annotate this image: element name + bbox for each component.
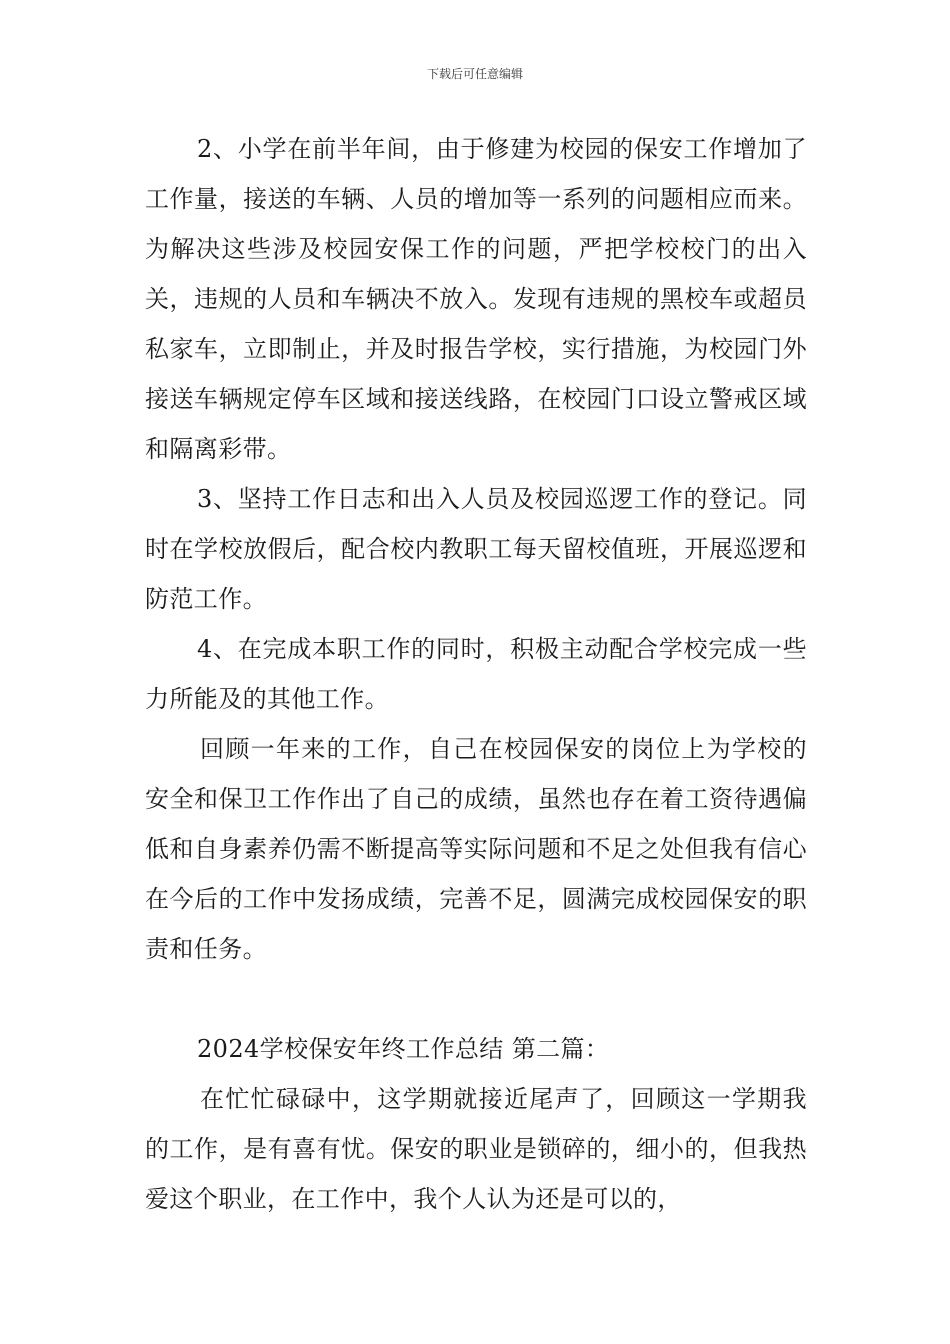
paragraph-item-4: 4、在完成本职工作的同时，积极主动配合学校完成一些力所能及的其他工作。 <box>145 635 807 713</box>
paragraph-review: 回顾一年来的工作，自己在校园保安的岗位上为学校的安全和保卫工作作出了自己的成绩，虽然也存在着工资待遇偏低和自身素养仍需不断提高等实际问题和不足之处但我有信心在今后的工作中发扬成绩，完善不足，圆满完成校园保安的职责和任务。 <box>145 735 807 963</box>
paragraph-item-3: 3、坚持工作日志和出入人员及校园巡逻工作的登记。同时在学校放假后，配合校内教职工每天留校值班，开展巡逻和防范工作。 <box>145 485 807 613</box>
page-header-note: 下载后可任意编辑 <box>426 67 523 81</box>
section-heading: 2024学校保安年终工作总结 第二篇： <box>197 1035 610 1063</box>
paragraph-item-2: 2、小学在前半年间，由于修建为校园的保安工作增加了工作量，接送的车辆、人员的增加等一系列的问题相应而来。为解决这些涉及校园安保工作的问题，严把学校校门的出入关，违规的人员和车辆决不放入。发现有违规的黑校车或超员私家车，立即制止，并及时报告学校，实行措施，为校园门外接送车辆规定停车区域和接送线路，在校园门口设立警戒区域和隔离彩带。 <box>145 135 807 463</box>
section-paragraph: 在忙忙碌碌中，这学期就接近尾声了，回顾这一学期我的工作，是有喜有忧。保安的职业是锁碎的，细小的，但我热爱这个职业，在工作中，我个人认为还是可以的， <box>145 1085 807 1213</box>
document-body <box>145 124 807 1224</box>
section-spacer <box>145 974 807 1024</box>
